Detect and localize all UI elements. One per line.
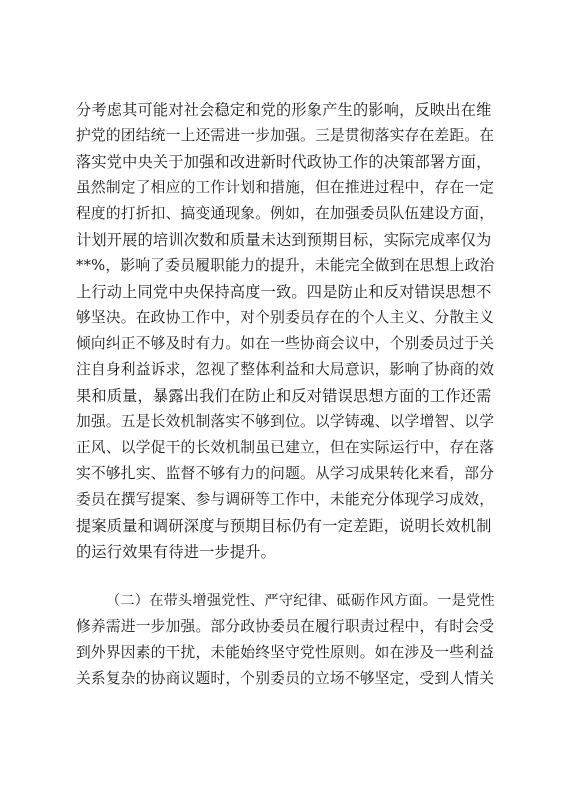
text-line: 虽然制定了相应的工作计划和措施，但在推进过程中，存在一定 — [76, 179, 495, 196]
text-line: 果和质量，暴露出我们在防止和反对错误思想方面的工作还需 — [76, 387, 492, 405]
text-line: 到外界因素的干扰，未能始终坚守党性原则。如在涉及一些利益 — [76, 644, 495, 661]
text-line: 上行动上同党中央保持高度一致。四是防止和反对错误思想不 — [76, 283, 492, 301]
text-line: 倾向纠正不够及时有力。如在一些协商会议中，个别委员过于关 — [76, 335, 495, 352]
text-line: 落实党中央关于加强和改进新时代政协工作的决策部署方面， — [76, 153, 492, 171]
text-line: **%，影响了委员履职能力的提升，未能完全做到在思想上政治 — [76, 257, 495, 274]
text-line: 护党的团结统一上还需进一步加强。三是贯彻落实存在差距。在 — [76, 127, 495, 144]
text-line: 程度的打折扣、搞变通现象。例如，在加强委员队伍建设方面， — [76, 205, 495, 222]
text-line: 的运行效果有待进一步提升。 — [76, 543, 277, 561]
text-line: 加强。五是长效机制落实不够到位。以学铸魂、以学增智、以学 — [76, 413, 495, 430]
text-line: 提案质量和调研深度与预期目标仍有一定差距，说明长效机制 — [76, 517, 492, 535]
text-line: 委员在撰写提案、参与调研等工作中，未能充分体现学习成效， — [76, 491, 495, 508]
paragraph-section-two — [76, 588, 494, 692]
paragraph-continued — [76, 97, 494, 565]
text-line: 注自身利益诉求，忽视了整体利益和大局意识，影响了协商的效 — [76, 361, 495, 378]
text-line: 分考虑其可能对社会稳定和党的形象产生的影响，反映出在维 — [76, 101, 492, 119]
text-line: 正风、以学促干的长效机制虽已建立，但在实际运行中，存在落 — [76, 439, 495, 456]
text-line: 关系复杂的协商议题时，个别委员的立场不够坚定，受到人情关 — [76, 670, 495, 687]
text-line: （二）在带头增强党性、严守纪律、砥砺作风方面。一是党性 — [106, 593, 495, 609]
text-line: 修养需进一步加强。部分政协委员在履行职责过程中，有时会受 — [76, 618, 495, 635]
text-line: 计划开展的培训次数和质量未达到预期目标，实际完成率仅为 — [76, 231, 492, 249]
text-line: 够坚决。在政协工作中，对个别委员存在的个人主义、分散主义 — [76, 309, 495, 326]
text-line: 实不够扎实、监督不够有力的问题。从学习成果转化来看，部分 — [76, 465, 495, 482]
